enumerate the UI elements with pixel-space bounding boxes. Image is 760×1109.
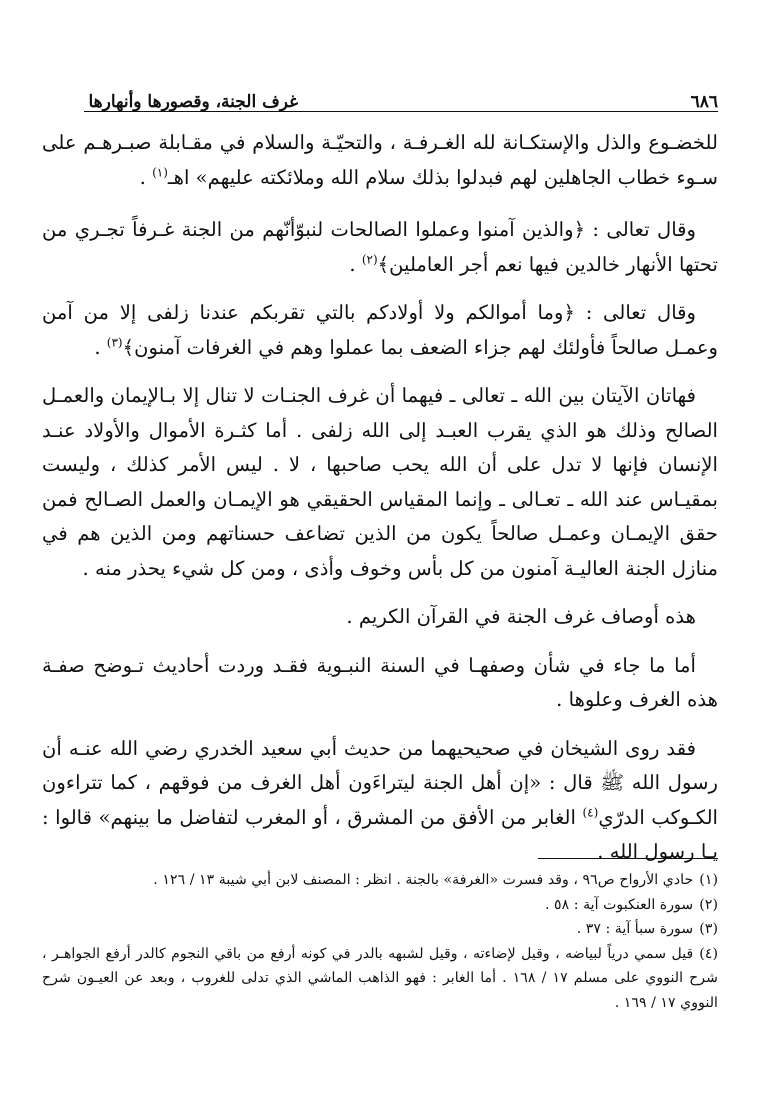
paragraph-3-end: . xyxy=(94,335,107,359)
paragraph-6 xyxy=(42,649,718,718)
footnote-3-number: (٣) xyxy=(699,921,718,937)
footnote-2 xyxy=(42,893,718,918)
running-title: غرف الجنة، وقصورها وأنهارها xyxy=(88,92,298,112)
footnote-ref-3: (٣) xyxy=(106,334,123,349)
footnote-rule xyxy=(538,858,718,859)
paragraph-4 xyxy=(42,379,718,586)
footnote-ref-2: (٢) xyxy=(361,251,378,266)
paragraph-1 xyxy=(42,126,718,195)
paragraph-5 xyxy=(42,600,718,635)
paragraph-7-text: فقد روى الشيخان في صحيحيهما من حديث أبي سعيد الخدري رضي الله عنـه أن رسول الله ﷺ قال : «إن أهل الجنة ليتراءَون أهل الغرف من فوقهم ، كما تتراءون الكـوكب الدرّي xyxy=(42,736,718,829)
footnote-ref-1: (١) xyxy=(152,164,168,179)
paragraph-4-text: فهاتان الآيتان بين الله ـ تعالى ـ فيهما أن غرف الجنـات لا تنال إلا بـالإيمان والعمـل الصالح وذلك هو الذي يقرب العبـد إلى الله زلفى . أما كثـرة الأموال والأولاد عنـد الإنسان فإنها لا تدل على أن الله يحب صاحبها ، لا . ليس الأمر كذلك ، وليست بمقيـاس عند الله ـ تعـالى ـ وإنما المقياس الحقيقي هو الإيمـان والعمل الصـالح فمن حقق الإيمـان وعمـل صالحاً يكون من الذين تضاعف حسناتهم ومن الذين هم في منازل الجنة العاليـة آمنون من كل بأس وخوف وأذى ، ومن كل شيء يحذر منه . xyxy=(42,384,718,580)
paragraph-3-text: وقال تعالى : ﴿وما أموالكم ولا أولادكم بالتي تقربكم عندنا زلفى إلا من آمن وعمـل صالحاً فأولئك لهم جزاء الضعف بما عملوا وهم في الغرفات آمنون﴾ xyxy=(42,301,718,359)
paragraph-1-text: للخضـوع والذل والإستكـانة لله الغـرفـة ، والتحيّـة والسلام في مقـابلة صبـرهـم على سـوء خطاب الجاهلين لهم فبدلوا بذلك سلام الله وملائكته عليهم» اهـ xyxy=(42,131,718,189)
paragraph-7-text-after: الغابر من الأفق من المشرق ، أو المغرب لتفاضل ما بينهم» قالوا : يـا رسول الله . xyxy=(42,805,718,863)
footnote-2-number: (٢) xyxy=(699,896,718,913)
page-number: ٦٨٦ xyxy=(690,92,718,112)
paragraph-2-end: . xyxy=(349,252,362,276)
paragraph-3 xyxy=(42,296,718,365)
header-rule xyxy=(84,111,718,112)
paragraph-6-text: أما ما جاء في شأن وصفهـا في السنة النبـوية فقـد وردت أحاديث تـوضح صفـة هذه الغرف وعلوها . xyxy=(42,653,718,711)
footnote-1 xyxy=(42,868,718,893)
footnote-1-number: (١) xyxy=(699,872,718,888)
paragraph-7 xyxy=(42,732,718,870)
footnote-4 xyxy=(42,942,718,1016)
footnote-3-text: سورة سبأ آية : ٣٧ . xyxy=(576,921,694,937)
main-text xyxy=(42,126,718,884)
footnote-4-number: (٤) xyxy=(699,945,718,962)
paragraph-1-end: . xyxy=(139,165,153,189)
footnotes xyxy=(42,868,718,1015)
paragraph-2 xyxy=(42,213,718,282)
footnote-3 xyxy=(42,917,718,942)
footnote-2-text: سورة العنكبوت آية : ٥٨ . xyxy=(544,896,694,913)
paragraph-2-text: وقال تعالى : ﴿والذين آمنوا وعملوا الصالحات لنبوّأنّهم من الجنة غـرفاً تجـري من تحتها الأنهار خالدين فيها نعم أجر العاملين﴾ xyxy=(42,218,718,276)
footnote-4-text: قيل سمي درياً لبياضه ، وقيل لإضاءته ، وقيل لشبهه بالدر في كونه أرفع من باقي النجوم كالدر أرفع الجواهـر ، شرح النووي على مسلم ١٧ / ١٦٨ . أما الغابر : فهو الذاهب الماشي الذي تدلى للغروب ، وبعد عن العيـون شرح النووي ١٧ / ١٦٩ . xyxy=(42,945,718,1011)
page-header xyxy=(84,92,718,120)
footnote-ref-4: (٤) xyxy=(582,804,599,819)
paragraph-5-text: هذه أوصاف غرف الجنة في القرآن الكريم . xyxy=(346,605,696,628)
footnote-1-text: حادي الأرواح ص٩٦ ، وقد فسرت «الغرفة» بالجنة . انظر : المصنف لابن أبي شيبة ١٣ / ١٢٦ . xyxy=(153,872,694,888)
